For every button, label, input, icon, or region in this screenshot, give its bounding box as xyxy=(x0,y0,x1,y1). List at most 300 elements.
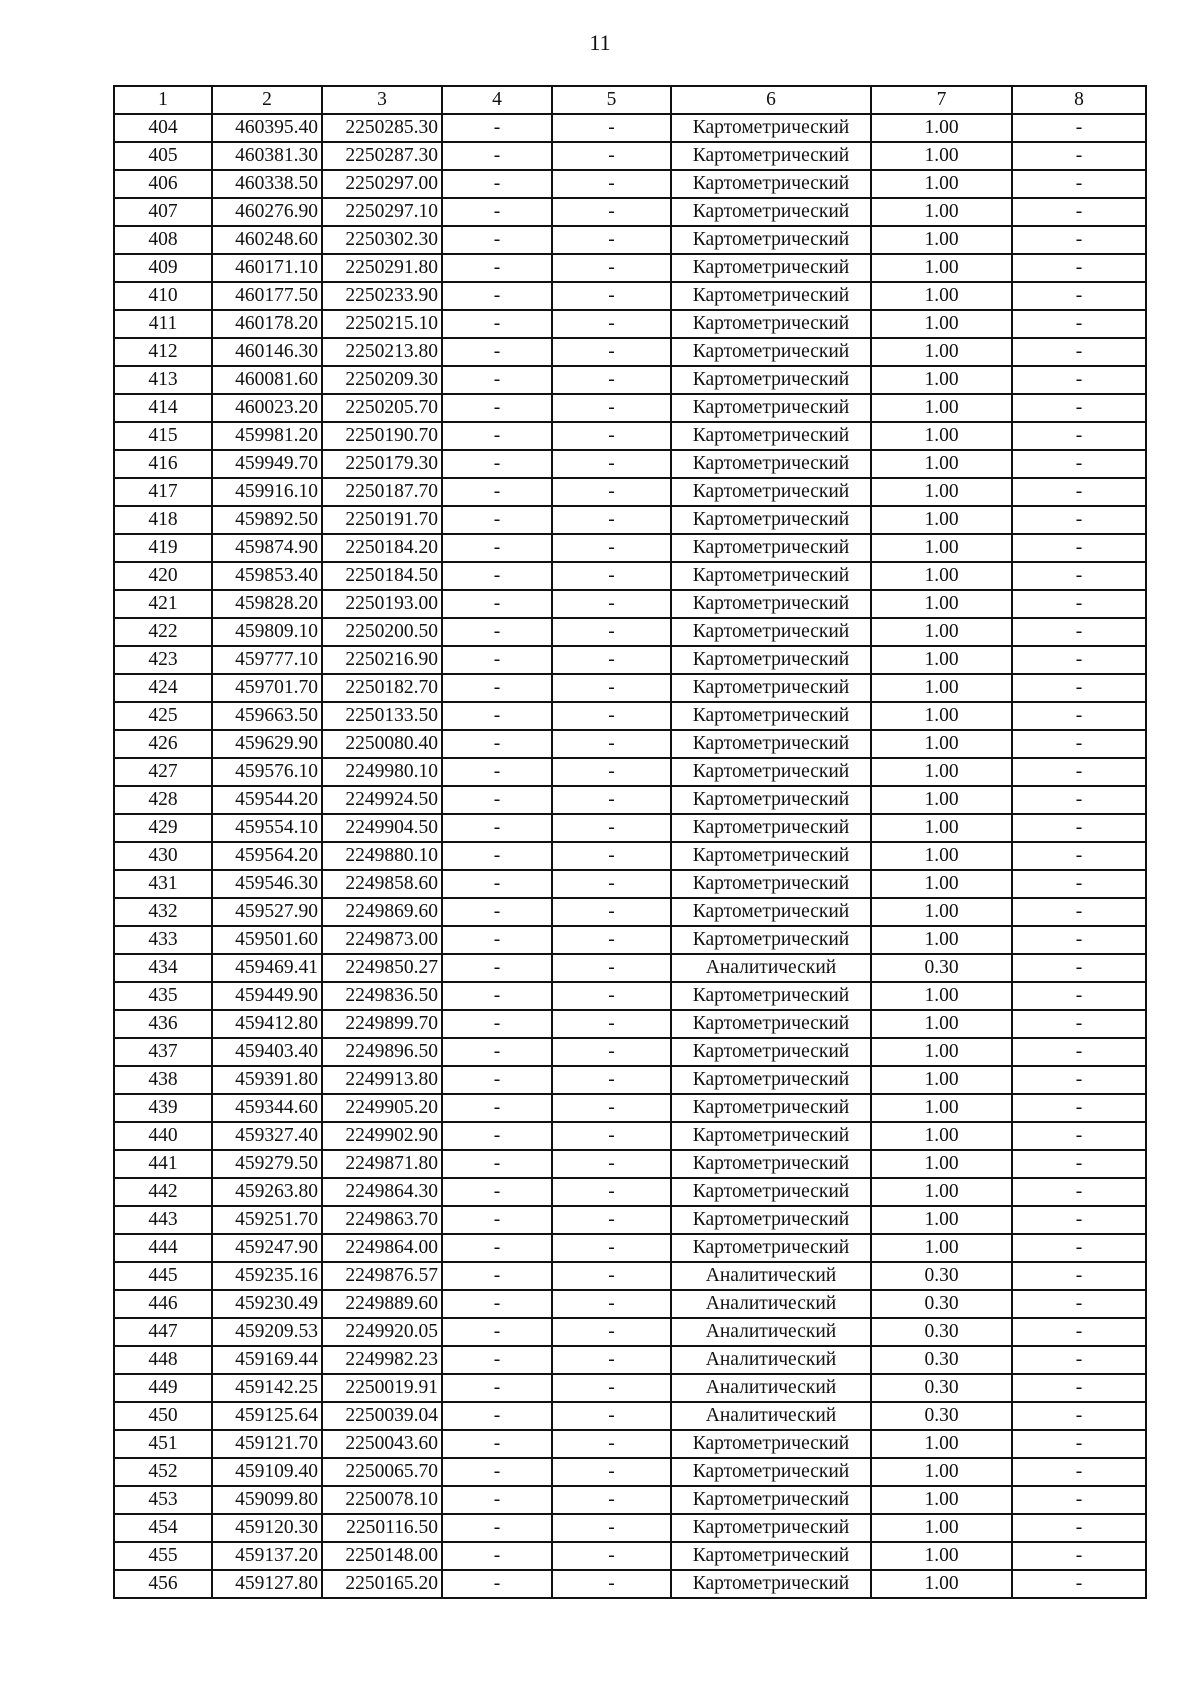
cell-point-number: 456 xyxy=(114,1570,212,1598)
cell-precision: 1.00 xyxy=(871,226,1012,254)
cell-method: Картометрический xyxy=(671,478,871,506)
cell-point-number: 430 xyxy=(114,842,212,870)
cell-point-number: 421 xyxy=(114,590,212,618)
cell-col-5: - xyxy=(552,198,671,226)
cell-method: Картометрический xyxy=(671,646,871,674)
cell-col-5: - xyxy=(552,702,671,730)
table-row xyxy=(114,1486,1146,1514)
cell-col-8: - xyxy=(1012,1542,1146,1570)
cell-coord-x: 459554.10 xyxy=(212,814,322,842)
cell-method: Картометрический xyxy=(671,814,871,842)
cell-coord-y: 2249869.60 xyxy=(322,898,442,926)
cell-col-8: - xyxy=(1012,562,1146,590)
cell-method: Картометрический xyxy=(671,450,871,478)
cell-coord-y: 2250190.70 xyxy=(322,422,442,450)
cell-col-5: - xyxy=(552,954,671,982)
table-row xyxy=(114,870,1146,898)
cell-precision: 1.00 xyxy=(871,1514,1012,1542)
cell-precision: 0.30 xyxy=(871,1318,1012,1346)
cell-col-5: - xyxy=(552,450,671,478)
cell-coord-y: 2250184.50 xyxy=(322,562,442,590)
cell-method: Картометрический xyxy=(671,590,871,618)
cell-col-8: - xyxy=(1012,870,1146,898)
cell-method: Картометрический xyxy=(671,1542,871,1570)
cell-col-8: - xyxy=(1012,142,1146,170)
cell-coord-y: 2249863.70 xyxy=(322,1206,442,1234)
cell-col-4: - xyxy=(442,954,552,982)
cell-method: Аналитический xyxy=(671,1402,871,1430)
cell-col-8: - xyxy=(1012,1094,1146,1122)
table-row xyxy=(114,1066,1146,1094)
cell-col-8: - xyxy=(1012,1122,1146,1150)
cell-point-number: 439 xyxy=(114,1094,212,1122)
cell-col-5: - xyxy=(552,254,671,282)
cell-coord-x: 460248.60 xyxy=(212,226,322,254)
cell-col-5: - xyxy=(552,506,671,534)
cell-method: Картометрический xyxy=(671,1178,871,1206)
table-row xyxy=(114,758,1146,786)
cell-col-5: - xyxy=(552,898,671,926)
cell-precision: 0.30 xyxy=(871,954,1012,982)
cell-col-8: - xyxy=(1012,1374,1146,1402)
cell-coord-y: 2250297.10 xyxy=(322,198,442,226)
cell-method: Картометрический xyxy=(671,142,871,170)
cell-col-4: - xyxy=(442,702,552,730)
cell-coord-y: 2249850.27 xyxy=(322,954,442,982)
cell-col-8: - xyxy=(1012,1010,1146,1038)
cell-precision: 1.00 xyxy=(871,814,1012,842)
cell-coord-x: 459344.60 xyxy=(212,1094,322,1122)
cell-coord-y: 2250215.10 xyxy=(322,310,442,338)
table-row xyxy=(114,814,1146,842)
cell-col-4: - xyxy=(442,982,552,1010)
cell-coord-x: 459629.90 xyxy=(212,730,322,758)
table-row xyxy=(114,1094,1146,1122)
cell-coord-x: 459892.50 xyxy=(212,506,322,534)
cell-col-4: - xyxy=(442,1262,552,1290)
cell-point-number: 408 xyxy=(114,226,212,254)
cell-col-5: - xyxy=(552,1514,671,1542)
table-row xyxy=(114,450,1146,478)
table-row xyxy=(114,646,1146,674)
cell-col-4: - xyxy=(442,1178,552,1206)
cell-coord-x: 459121.70 xyxy=(212,1430,322,1458)
cell-point-number: 412 xyxy=(114,338,212,366)
cell-col-4: - xyxy=(442,1290,552,1318)
cell-coord-y: 2249896.50 xyxy=(322,1038,442,1066)
cell-coord-x: 460395.40 xyxy=(212,114,322,142)
cell-method: Аналитический xyxy=(671,1374,871,1402)
cell-coord-y: 2250182.70 xyxy=(322,674,442,702)
cell-method: Картометрический xyxy=(671,338,871,366)
table-row xyxy=(114,338,1146,366)
cell-precision: 1.00 xyxy=(871,982,1012,1010)
cell-method: Картометрический xyxy=(671,310,871,338)
cell-method: Картометрический xyxy=(671,842,871,870)
cell-col-5: - xyxy=(552,1010,671,1038)
cell-col-4: - xyxy=(442,1570,552,1598)
cell-point-number: 411 xyxy=(114,310,212,338)
cell-point-number: 435 xyxy=(114,982,212,1010)
cell-coord-x: 459853.40 xyxy=(212,562,322,590)
cell-col-8: - xyxy=(1012,646,1146,674)
cell-point-number: 407 xyxy=(114,198,212,226)
cell-col-8: - xyxy=(1012,926,1146,954)
cell-point-number: 425 xyxy=(114,702,212,730)
cell-precision: 1.00 xyxy=(871,1430,1012,1458)
cell-coord-x: 460381.30 xyxy=(212,142,322,170)
cell-coord-x: 459412.80 xyxy=(212,1010,322,1038)
cell-coord-x: 459109.40 xyxy=(212,1458,322,1486)
cell-col-5: - xyxy=(552,562,671,590)
table-row xyxy=(114,590,1146,618)
cell-method: Картометрический xyxy=(671,562,871,590)
cell-col-8: - xyxy=(1012,1430,1146,1458)
cell-precision: 1.00 xyxy=(871,1150,1012,1178)
cell-col-8: - xyxy=(1012,478,1146,506)
cell-col-8: - xyxy=(1012,1066,1146,1094)
cell-coord-y: 2250213.80 xyxy=(322,338,442,366)
cell-col-5: - xyxy=(552,422,671,450)
table-row xyxy=(114,310,1146,338)
cell-coord-x: 459828.20 xyxy=(212,590,322,618)
cell-method: Картометрический xyxy=(671,1234,871,1262)
cell-precision: 1.00 xyxy=(871,1458,1012,1486)
cell-col-4: - xyxy=(442,1234,552,1262)
cell-point-number: 427 xyxy=(114,758,212,786)
cell-coord-y: 2249873.00 xyxy=(322,926,442,954)
cell-coord-y: 2250065.70 xyxy=(322,1458,442,1486)
cell-coord-y: 2250187.70 xyxy=(322,478,442,506)
cell-method: Картометрический xyxy=(671,394,871,422)
cell-coord-x: 459527.90 xyxy=(212,898,322,926)
cell-coord-x: 459263.80 xyxy=(212,1178,322,1206)
cell-col-8: - xyxy=(1012,310,1146,338)
cell-precision: 1.00 xyxy=(871,1234,1012,1262)
cell-method: Картометрический xyxy=(671,870,871,898)
table-row xyxy=(114,226,1146,254)
cell-point-number: 440 xyxy=(114,1122,212,1150)
cell-precision: 1.00 xyxy=(871,590,1012,618)
cell-col-8: - xyxy=(1012,1514,1146,1542)
cell-coord-x: 459449.90 xyxy=(212,982,322,1010)
cell-coord-x: 459137.20 xyxy=(212,1542,322,1570)
cell-col-4: - xyxy=(442,1066,552,1094)
cell-method: Аналитический xyxy=(671,1318,871,1346)
cell-coord-x: 460081.60 xyxy=(212,366,322,394)
cell-coord-x: 460146.30 xyxy=(212,338,322,366)
cell-coord-y: 2249982.23 xyxy=(322,1346,442,1374)
cell-precision: 1.00 xyxy=(871,870,1012,898)
cell-col-8: - xyxy=(1012,170,1146,198)
cell-coord-y: 2250191.70 xyxy=(322,506,442,534)
cell-coord-y: 2250116.50 xyxy=(322,1514,442,1542)
table-row xyxy=(114,366,1146,394)
cell-precision: 1.00 xyxy=(871,1038,1012,1066)
cell-col-8: - xyxy=(1012,786,1146,814)
cell-precision: 1.00 xyxy=(871,310,1012,338)
cell-col-5: - xyxy=(552,1374,671,1402)
table-row xyxy=(114,478,1146,506)
cell-point-number: 446 xyxy=(114,1290,212,1318)
cell-col-5: - xyxy=(552,758,671,786)
cell-precision: 1.00 xyxy=(871,562,1012,590)
cell-col-4: - xyxy=(442,1430,552,1458)
cell-col-4: - xyxy=(442,198,552,226)
cell-precision: 1.00 xyxy=(871,1206,1012,1234)
cell-coord-y: 2250291.80 xyxy=(322,254,442,282)
cell-precision: 1.00 xyxy=(871,534,1012,562)
cell-coord-y: 2250148.00 xyxy=(322,1542,442,1570)
cell-coord-x: 459949.70 xyxy=(212,450,322,478)
cell-coord-x: 459279.50 xyxy=(212,1150,322,1178)
cell-point-number: 409 xyxy=(114,254,212,282)
column-header-3: 3 xyxy=(322,86,442,114)
cell-col-8: - xyxy=(1012,422,1146,450)
cell-coord-y: 2250205.70 xyxy=(322,394,442,422)
cell-precision: 1.00 xyxy=(871,114,1012,142)
cell-coord-x: 459564.20 xyxy=(212,842,322,870)
cell-col-8: - xyxy=(1012,394,1146,422)
cell-coord-x: 459777.10 xyxy=(212,646,322,674)
cell-col-5: - xyxy=(552,338,671,366)
cell-point-number: 438 xyxy=(114,1066,212,1094)
cell-point-number: 444 xyxy=(114,1234,212,1262)
cell-col-5: - xyxy=(552,618,671,646)
cell-col-5: - xyxy=(552,1346,671,1374)
cell-col-4: - xyxy=(442,674,552,702)
cell-col-4: - xyxy=(442,1150,552,1178)
cell-coord-y: 2250039.04 xyxy=(322,1402,442,1430)
cell-col-4: - xyxy=(442,1514,552,1542)
cell-col-5: - xyxy=(552,478,671,506)
cell-col-5: - xyxy=(552,646,671,674)
cell-col-8: - xyxy=(1012,226,1146,254)
cell-col-4: - xyxy=(442,1374,552,1402)
column-header-7: 7 xyxy=(871,86,1012,114)
table-row xyxy=(114,1542,1146,1570)
cell-col-5: - xyxy=(552,870,671,898)
cell-point-number: 436 xyxy=(114,1010,212,1038)
table-row xyxy=(114,422,1146,450)
cell-method: Картометрический xyxy=(671,506,871,534)
coordinates-table xyxy=(113,85,1147,1599)
cell-col-8: - xyxy=(1012,814,1146,842)
cell-method: Картометрический xyxy=(671,1150,871,1178)
cell-col-4: - xyxy=(442,1094,552,1122)
cell-method: Картометрический xyxy=(671,1430,871,1458)
cell-coord-y: 2250200.50 xyxy=(322,618,442,646)
cell-coord-y: 2249980.10 xyxy=(322,758,442,786)
cell-point-number: 410 xyxy=(114,282,212,310)
cell-method: Аналитический xyxy=(671,1346,871,1374)
cell-method: Картометрический xyxy=(671,1066,871,1094)
cell-col-8: - xyxy=(1012,1486,1146,1514)
cell-precision: 1.00 xyxy=(871,674,1012,702)
cell-coord-x: 459916.10 xyxy=(212,478,322,506)
cell-coord-y: 2249889.60 xyxy=(322,1290,442,1318)
cell-coord-y: 2250233.90 xyxy=(322,282,442,310)
cell-method: Картометрический xyxy=(671,366,871,394)
cell-coord-x: 459469.41 xyxy=(212,954,322,982)
cell-precision: 1.00 xyxy=(871,338,1012,366)
cell-precision: 1.00 xyxy=(871,926,1012,954)
table-row xyxy=(114,534,1146,562)
cell-col-8: - xyxy=(1012,1570,1146,1598)
cell-point-number: 452 xyxy=(114,1458,212,1486)
cell-precision: 1.00 xyxy=(871,702,1012,730)
table-row xyxy=(114,1178,1146,1206)
cell-coord-y: 2250078.10 xyxy=(322,1486,442,1514)
cell-point-number: 433 xyxy=(114,926,212,954)
cell-method: Картометрический xyxy=(671,226,871,254)
cell-coord-x: 460177.50 xyxy=(212,282,322,310)
cell-coord-x: 459125.64 xyxy=(212,1402,322,1430)
cell-col-4: - xyxy=(442,506,552,534)
cell-col-8: - xyxy=(1012,1402,1146,1430)
cell-point-number: 450 xyxy=(114,1402,212,1430)
cell-col-8: - xyxy=(1012,506,1146,534)
cell-col-5: - xyxy=(552,1570,671,1598)
cell-col-5: - xyxy=(552,142,671,170)
cell-method: Картометрический xyxy=(671,1010,871,1038)
cell-col-4: - xyxy=(442,898,552,926)
cell-col-5: - xyxy=(552,1066,671,1094)
cell-coord-y: 2249924.50 xyxy=(322,786,442,814)
cell-point-number: 437 xyxy=(114,1038,212,1066)
cell-col-5: - xyxy=(552,366,671,394)
table-row xyxy=(114,1458,1146,1486)
cell-method: Картометрический xyxy=(671,114,871,142)
cell-col-4: - xyxy=(442,786,552,814)
cell-precision: 1.00 xyxy=(871,786,1012,814)
cell-col-8: - xyxy=(1012,114,1146,142)
cell-coord-y: 2249920.05 xyxy=(322,1318,442,1346)
cell-col-5: - xyxy=(552,1122,671,1150)
cell-coord-x: 459701.70 xyxy=(212,674,322,702)
cell-col-8: - xyxy=(1012,618,1146,646)
table-row xyxy=(114,1318,1146,1346)
cell-col-4: - xyxy=(442,1486,552,1514)
cell-col-4: - xyxy=(442,870,552,898)
cell-col-4: - xyxy=(442,758,552,786)
cell-col-4: - xyxy=(442,226,552,254)
cell-coord-y: 2250216.90 xyxy=(322,646,442,674)
cell-coord-x: 459127.80 xyxy=(212,1570,322,1598)
cell-col-4: - xyxy=(442,926,552,954)
cell-point-number: 426 xyxy=(114,730,212,758)
cell-col-5: - xyxy=(552,226,671,254)
cell-method: Картометрический xyxy=(671,1122,871,1150)
cell-col-5: - xyxy=(552,1178,671,1206)
cell-precision: 1.00 xyxy=(871,1066,1012,1094)
cell-col-8: - xyxy=(1012,450,1146,478)
cell-method: Картометрический xyxy=(671,1038,871,1066)
cell-coord-x: 459546.30 xyxy=(212,870,322,898)
cell-precision: 1.00 xyxy=(871,170,1012,198)
table-row xyxy=(114,170,1146,198)
cell-col-4: - xyxy=(442,1542,552,1570)
cell-method: Картометрический xyxy=(671,898,871,926)
cell-col-8: - xyxy=(1012,1318,1146,1346)
table-row xyxy=(114,1234,1146,1262)
column-header-2: 2 xyxy=(212,86,322,114)
table-row xyxy=(114,1038,1146,1066)
cell-coord-x: 460023.20 xyxy=(212,394,322,422)
cell-method: Картометрический xyxy=(671,1486,871,1514)
cell-method: Картометрический xyxy=(671,702,871,730)
cell-col-5: - xyxy=(552,674,671,702)
cell-coord-x: 459981.20 xyxy=(212,422,322,450)
cell-col-4: - xyxy=(442,842,552,870)
cell-method: Картометрический xyxy=(671,786,871,814)
cell-col-4: - xyxy=(442,450,552,478)
cell-col-8: - xyxy=(1012,534,1146,562)
cell-col-8: - xyxy=(1012,254,1146,282)
cell-coord-y: 2249864.30 xyxy=(322,1178,442,1206)
table-header-row xyxy=(114,86,1146,114)
cell-point-number: 441 xyxy=(114,1150,212,1178)
cell-point-number: 423 xyxy=(114,646,212,674)
cell-method: Картометрический xyxy=(671,618,871,646)
cell-coord-x: 460338.50 xyxy=(212,170,322,198)
cell-method: Картометрический xyxy=(671,1570,871,1598)
cell-coord-y: 2250184.20 xyxy=(322,534,442,562)
cell-col-8: - xyxy=(1012,366,1146,394)
cell-coord-x: 459327.40 xyxy=(212,1122,322,1150)
cell-col-8: - xyxy=(1012,1262,1146,1290)
cell-method: Картометрический xyxy=(671,1206,871,1234)
cell-point-number: 434 xyxy=(114,954,212,982)
cell-point-number: 416 xyxy=(114,450,212,478)
cell-col-5: - xyxy=(552,786,671,814)
cell-coord-x: 459391.80 xyxy=(212,1066,322,1094)
cell-method: Картометрический xyxy=(671,674,871,702)
cell-coord-y: 2249876.57 xyxy=(322,1262,442,1290)
cell-coord-y: 2249899.70 xyxy=(322,1010,442,1038)
cell-coord-y: 2250287.30 xyxy=(322,142,442,170)
cell-col-8: - xyxy=(1012,954,1146,982)
table-row xyxy=(114,674,1146,702)
cell-point-number: 451 xyxy=(114,1430,212,1458)
cell-point-number: 419 xyxy=(114,534,212,562)
cell-point-number: 405 xyxy=(114,142,212,170)
table-row xyxy=(114,282,1146,310)
column-header-4: 4 xyxy=(442,86,552,114)
cell-col-8: - xyxy=(1012,758,1146,786)
cell-coord-y: 2249871.80 xyxy=(322,1150,442,1178)
cell-method: Картометрический xyxy=(671,282,871,310)
cell-col-5: - xyxy=(552,1430,671,1458)
cell-method: Картометрический xyxy=(671,422,871,450)
cell-coord-x: 460171.10 xyxy=(212,254,322,282)
cell-method: Картометрический xyxy=(671,198,871,226)
table-row xyxy=(114,1290,1146,1318)
cell-precision: 1.00 xyxy=(871,1542,1012,1570)
cell-coord-x: 459809.10 xyxy=(212,618,322,646)
cell-col-4: - xyxy=(442,814,552,842)
cell-method: Картометрический xyxy=(671,170,871,198)
cell-col-5: - xyxy=(552,534,671,562)
cell-precision: 0.30 xyxy=(871,1290,1012,1318)
table-row xyxy=(114,1374,1146,1402)
cell-coord-y: 2249904.50 xyxy=(322,814,442,842)
column-header-8: 8 xyxy=(1012,86,1146,114)
table-row xyxy=(114,1514,1146,1542)
cell-col-5: - xyxy=(552,926,671,954)
cell-col-8: - xyxy=(1012,198,1146,226)
cell-coord-x: 459663.50 xyxy=(212,702,322,730)
